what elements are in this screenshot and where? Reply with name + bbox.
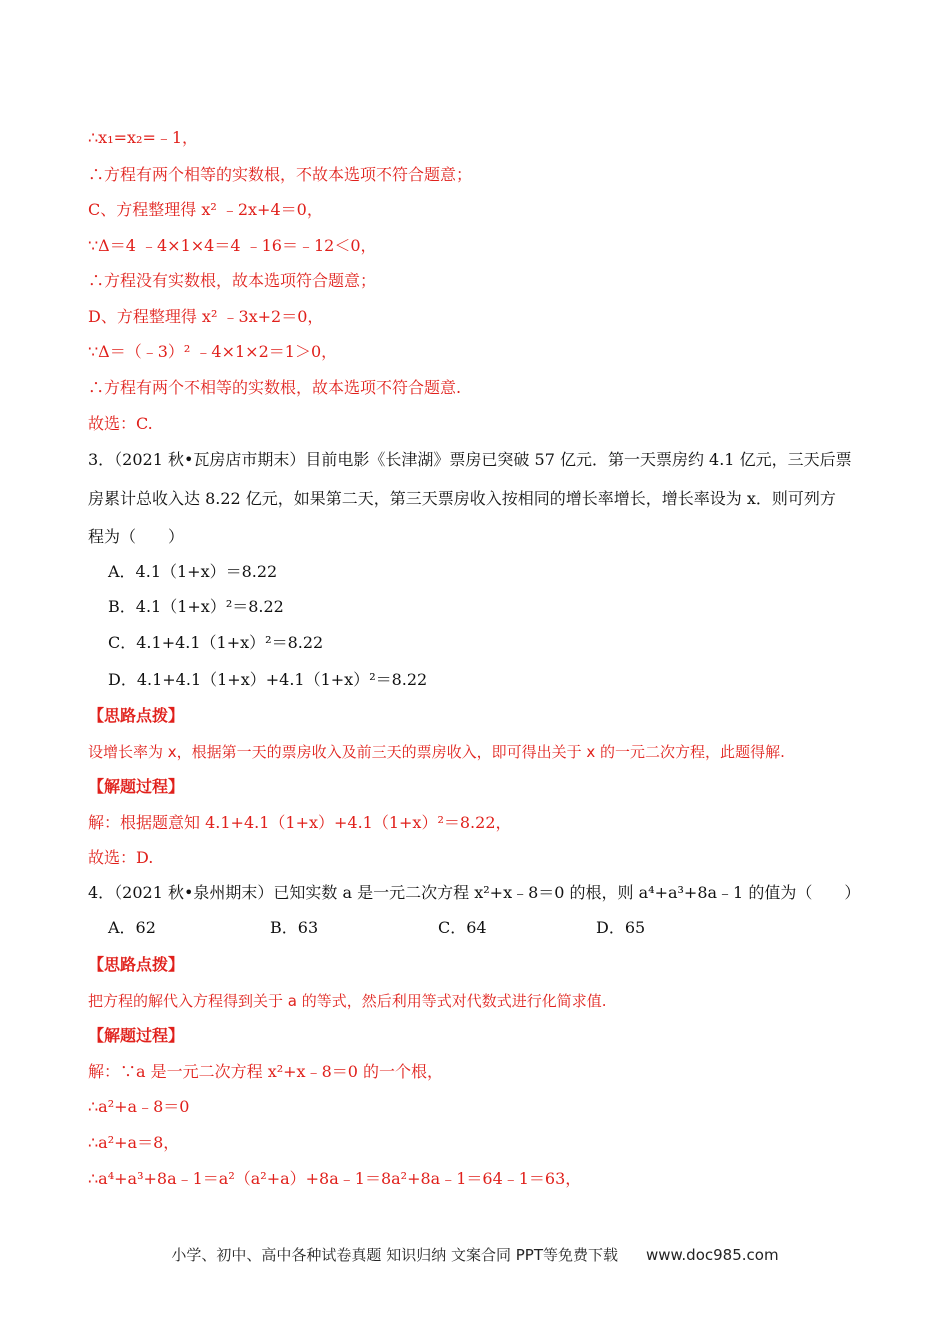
question-4-options (108, 918, 808, 938)
question-4-option-a: A．62 (108, 918, 156, 937)
solution-line: ∴x₁=x₂=﹣1， (88, 128, 199, 147)
question-4-option-d: D．65 (596, 918, 646, 937)
question-4-text: 4．（2021 秋•泉州期末）已知实数 a 是一元二次方程 x²+x﹣8＝0 的根，则 a⁴+a³+8a﹣1 的值为（ ） (88, 883, 861, 902)
solution-line: ∵Δ＝4 ﹣4×1×4＝4 ﹣16＝﹣12＜0， (88, 236, 377, 255)
hint-text: 把方程的解代入方程得到关于 a 的等式，然后利用等式对代数式进行化简求值. (88, 992, 607, 1010)
question-3-text: 3．（2021 秋•瓦房店市期末）目前电影《长津湖》票房已突破 57 亿元．第一天票房约 4.1 亿元，三天后票 (88, 450, 852, 469)
solution-line: ∴方程有两个相等的实数根，不故本选项不符合题意； (88, 165, 473, 184)
question-4-option-c: C．64 (438, 918, 487, 937)
question-3-text: 房累计总收入达 8.22 亿元，如果第二天，第三天票房收入按相同的增长率增长，增长率设为 x．则可列方 (88, 489, 836, 508)
question-3-text: 程为（ ） (88, 527, 185, 546)
question-4-option-b: B．63 (270, 918, 319, 937)
process-line: 解：根据题意知 4.1+4.1（1+x）+4.1（1+x）²＝8.22， (88, 813, 512, 832)
hint-heading: 【思路点拨】 (88, 955, 185, 974)
solution-line: D、方程整理得 x² ﹣3x+2＝0， (88, 307, 324, 326)
page-footer (0, 1244, 950, 1265)
hint-heading: 【思路点拨】 (88, 706, 185, 725)
process-line: ∴a²+a﹣8＝0 (88, 1097, 190, 1116)
answer-line: 故选：D. (88, 848, 154, 867)
question-3-option-a: A．4.1（1+x）＝8.22 (108, 562, 278, 581)
hint-text: 设增长率为 x，根据第一天的票房收入及前三天的票房收入，即可得出关于 x 的一元二次方程，此题得解. (88, 743, 785, 761)
answer-line: 故选：C. (88, 414, 153, 433)
process-heading: 【解题过程】 (88, 1026, 185, 1045)
question-3-option-c: C．4.1+4.1（1+x）²＝8.22 (108, 633, 324, 652)
solution-line: ∵Δ＝（﹣3）² ﹣4×1×2＝1＞0， (88, 342, 338, 361)
solution-line: ∴方程没有实数根，故本选项符合题意； (88, 271, 377, 290)
question-3-option-d: D．4.1+4.1（1+x）+4.1（1+x）²＝8.22 (108, 670, 428, 689)
process-heading: 【解题过程】 (88, 777, 185, 796)
question-3-option-b: B．4.1（1+x）²＝8.22 (108, 597, 284, 616)
solution-line: C、方程整理得 x² ﹣2x+4＝0， (88, 200, 323, 219)
process-line: ∴a⁴+a³+8a﹣1＝a²（a²+a）+8a﹣1＝8a²+8a﹣1＝64﹣1＝63， (88, 1169, 582, 1188)
process-line: ∴a²+a＝8， (88, 1133, 180, 1152)
process-line: 解：∵a 是一元二次方程 x²+x﹣8＝0 的一个根， (88, 1062, 444, 1081)
footer-url[interactable]: www.doc985.com (645, 1246, 779, 1264)
solution-line: ∴方程有两个不相等的实数根，故本选项不符合题意. (88, 378, 462, 397)
footer-text: 小学、初中、高中各种试卷真题 知识归纳 文案合同 PPT等免费下载 (171, 1246, 618, 1264)
